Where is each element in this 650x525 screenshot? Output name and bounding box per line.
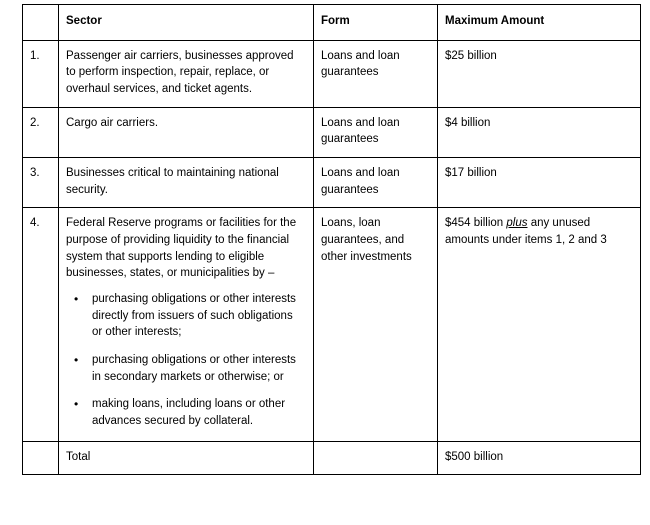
row-number: 1. (23, 40, 59, 107)
list-item: • purchasing obligations or other interests in secondary markets or otherwise; or (88, 352, 306, 385)
row-sector: Businesses critical to maintaining national security. (59, 158, 314, 208)
column-header-number (23, 5, 59, 41)
total-form (314, 441, 438, 475)
table-row (23, 40, 641, 107)
row-maximum-amount: $4 billion (438, 107, 641, 157)
row-form: Loans and loan guarantees (314, 107, 438, 157)
column-header-sector: Sector (59, 5, 314, 41)
row-number: 3. (23, 158, 59, 208)
row-sector-bullet-list (66, 291, 306, 430)
row-number: 4. (23, 208, 59, 441)
total-label: Total (59, 441, 314, 475)
column-header-form: Form (314, 5, 438, 41)
table-header-row (23, 5, 641, 41)
table-row (23, 158, 641, 208)
table-row (23, 208, 641, 441)
sector-allocation-table (22, 4, 641, 475)
amount-prefix: $454 billion (445, 217, 507, 230)
total-maximum-amount: $500 billion (438, 441, 641, 475)
amount-emphasis: plus (506, 217, 528, 230)
column-header-maximum-amount: Maximum Amount (438, 5, 641, 41)
row-form: Loans, loan guarantees, and other investments (314, 208, 438, 441)
row-sector: Passenger air carriers, businesses approved to perform inspection, repair, replace, or overhaul services, and ticket agents. (59, 40, 314, 107)
row-number: 2. (23, 107, 59, 157)
row-form: Loans and loan guarantees (314, 158, 438, 208)
total-row-number (23, 441, 59, 475)
table-total-row (23, 441, 641, 475)
row-sector-text: Federal Reserve programs or facilities for the purpose of providing liquidity to the financial system that supports lending to eligible businesses, states, or municipalities by – (66, 217, 297, 280)
row-sector (59, 208, 314, 441)
row-form: Loans and loan guarantees (314, 40, 438, 107)
amount-suffix: any unused amounts under items 1, 2 and 3 (445, 217, 607, 247)
row-maximum-amount (438, 208, 641, 441)
list-item: • making loans, including loans or other advances secured by collateral. (88, 396, 306, 429)
row-sector: Cargo air carriers. (59, 107, 314, 157)
table-row (23, 107, 641, 157)
list-item: • purchasing obligations or other interests directly from issuers of such obligations or other interests; (88, 291, 306, 341)
row-maximum-amount: $25 billion (438, 40, 641, 107)
row-maximum-amount: $17 billion (438, 158, 641, 208)
